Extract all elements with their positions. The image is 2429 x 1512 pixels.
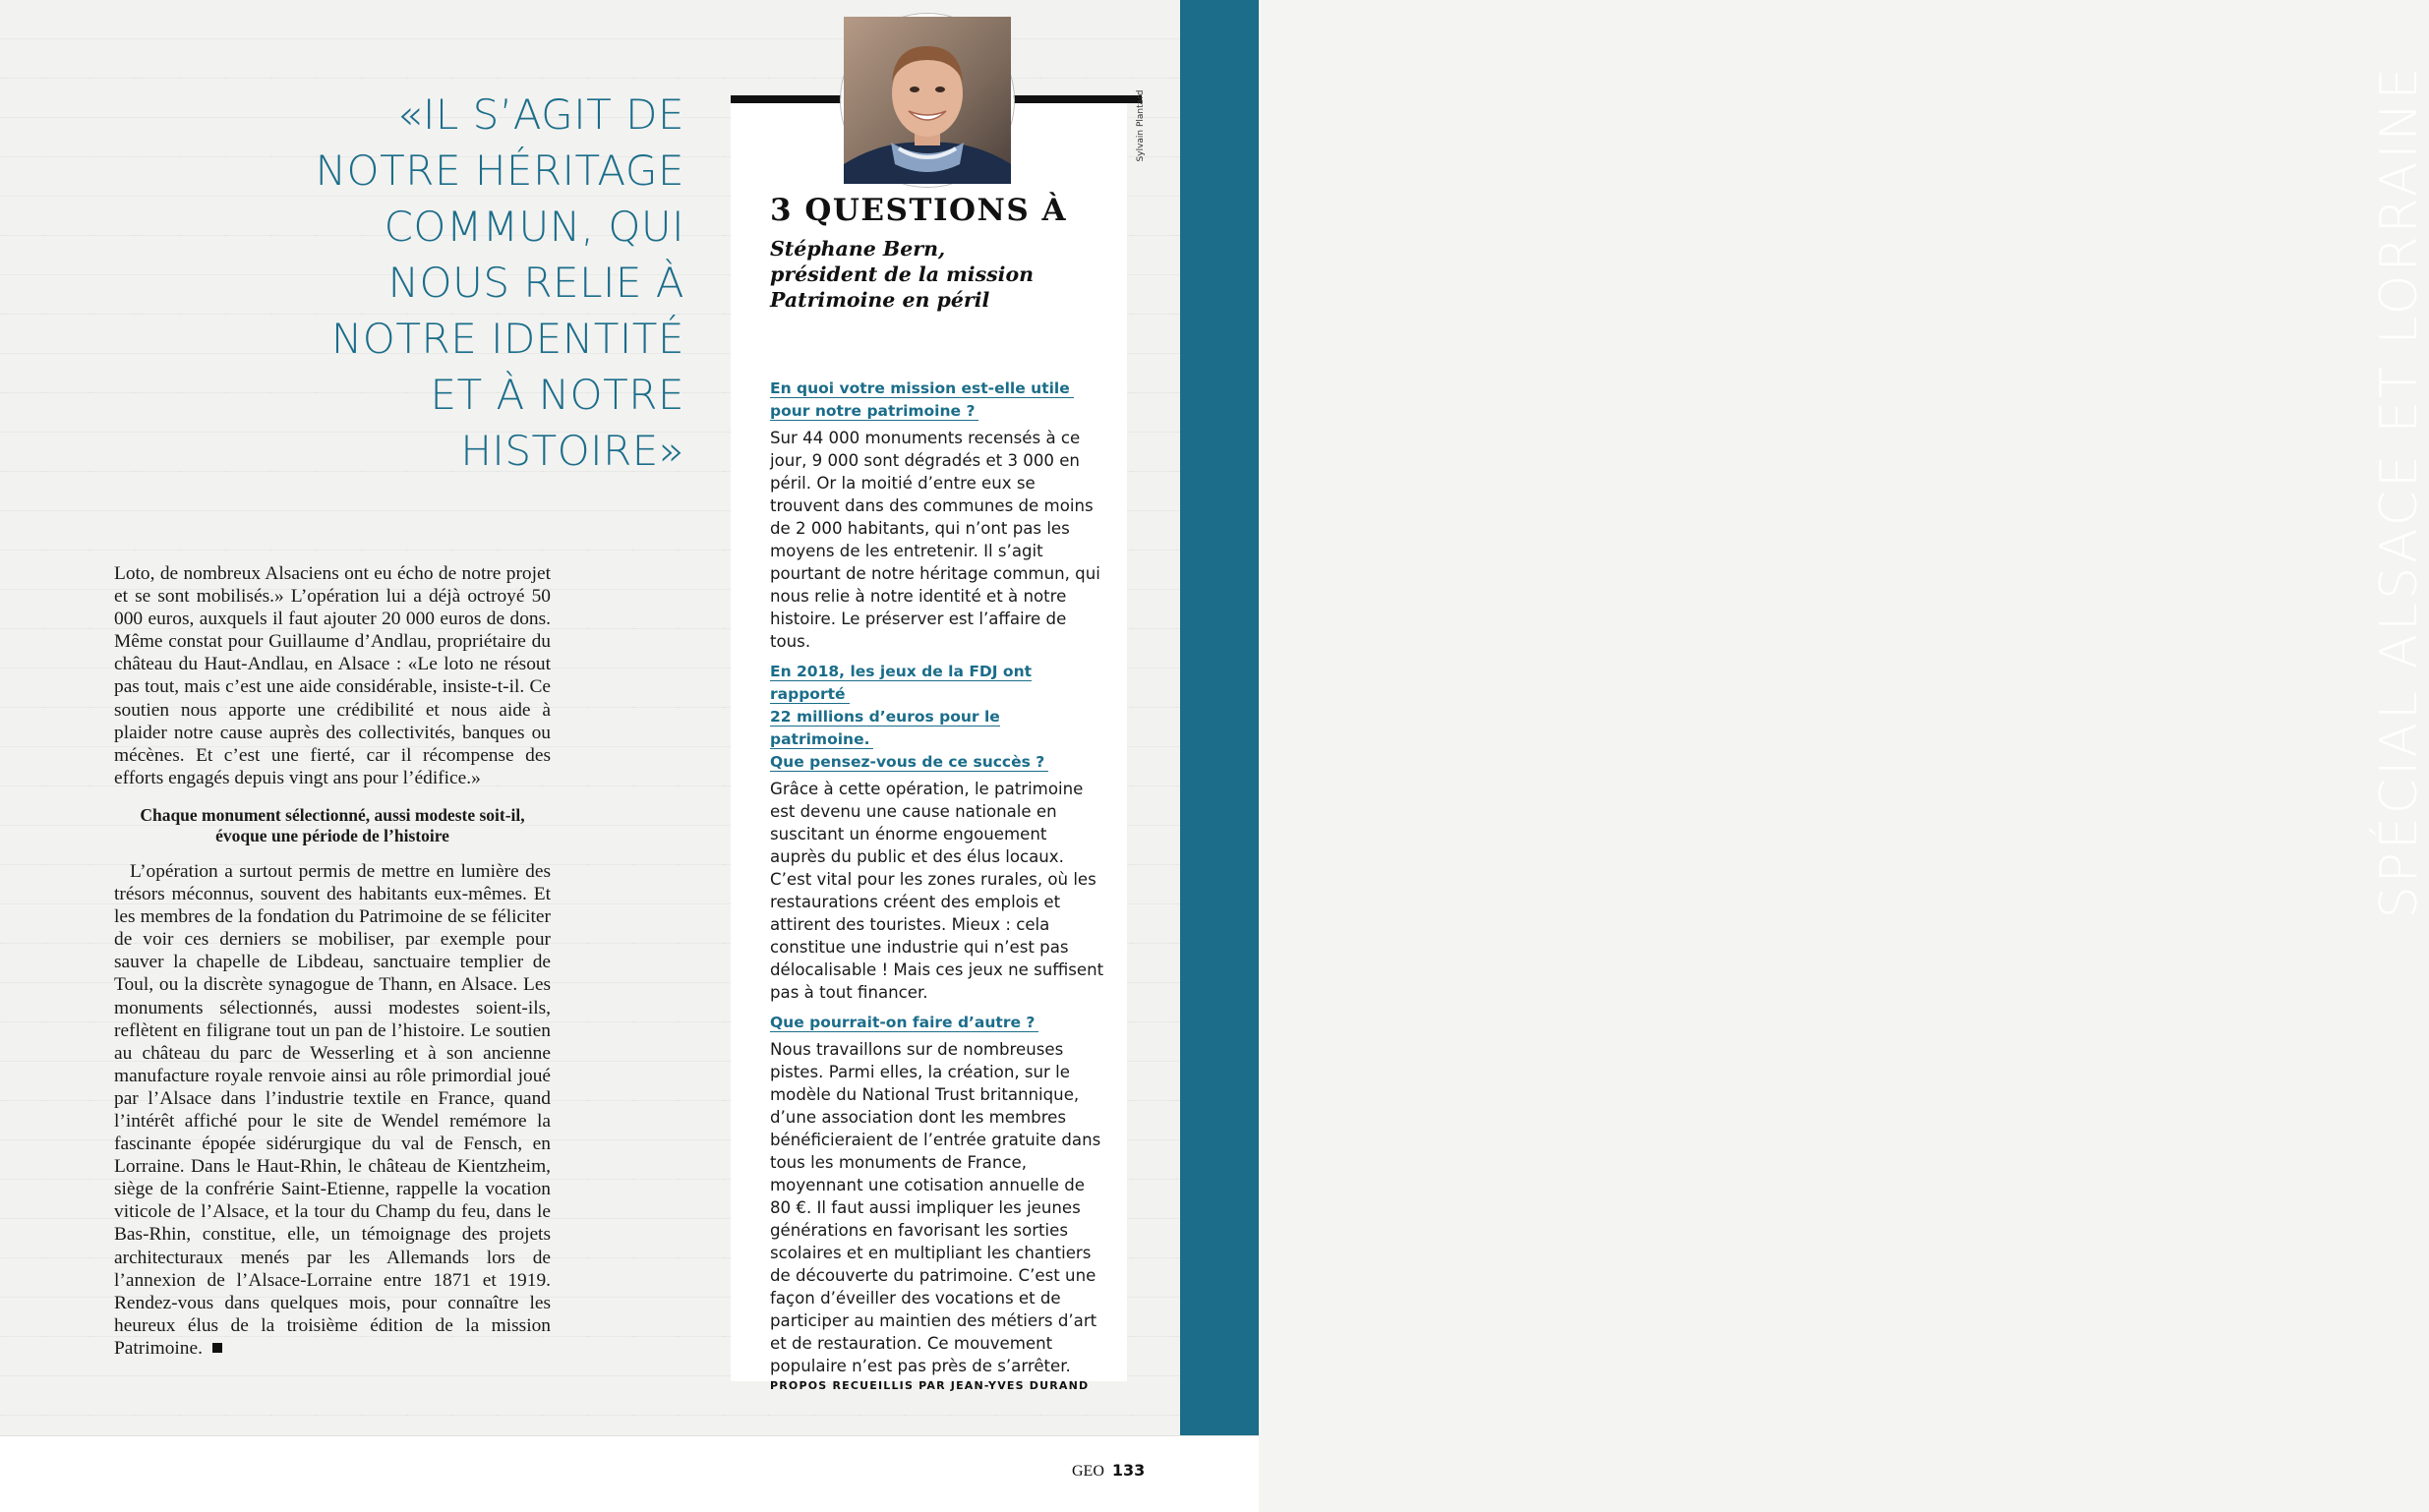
article-paragraph: Loto, de nombreux Alsaciens ont eu écho de notre projet et se sont mobilisés.» L’opération lui a déjà octroyé 50 000 euros, auxquels il faut ajouter 20 000 euros de dons. Même constat pour Guillaume d’Andlau, propriétaire du château du Haut-Andlau, en Alsace : «Le loto ne résout pas tout, mais c’est une aide considérable, insiste-t-il. Ce soutien nous apporte une crédibilité et nous aide à plaider notre cause auprès des collectivités, banques ou mécènes. Et c’est une fierté, car il récompense des efforts engagés depuis vingt ans pour l’édifice.» bbox=[114, 563, 551, 788]
interview-subtitle-line: président de la mission bbox=[770, 262, 1035, 286]
interview-question bbox=[770, 1012, 1104, 1034]
interview-subtitle bbox=[770, 236, 1124, 313]
article-paragraph-text: L’opération a surtout permis de mettre en lumière des trésors méconnus, souvent des habitants eux-mêmes. Et les membres de la fondation du Patrimoine de se féliciter de voir ces derniers se mobiliser, par exemple pour sauver la chapelle de Libdeau, sanctuaire templier de Toul, ou la discrète synagogue de Thann, en Alsace. Les monuments sélectionnés, aussi modestes soient-ils, reflètent en filigrane tout un pan de l’histoire. Le soutien au château du parc de Wesserling et à son ancienne manufacture royale renvoie ainsi au rôle primordial joué par l’Alsace dans l’industrie textile en France, quand l’intérêt affiché pour le site de Wendel remémore la fascinante épopée sidérurgique du val de Fensch, en Lorraine. Dans le Haut-Rhin, le château de Kientzheim, siège de la confrérie Saint-Etienne, rappelle la vocation viticole de l’Alsace, et la tour du Champ du feu, dans le Bas-Rhin, constitue, elle, un témoignage des projets architecturaux menés par les Allemands lors de l’annexion de l’Alsace-Lorraine entre 1871 et 1919. Rendez-vous dans quelques mois, pour connaître les heureux élus de la troisième édition de la mission Patrimoine. bbox=[114, 860, 551, 1359]
article-body bbox=[114, 562, 551, 1360]
photo-credit: Sylvain Plantard bbox=[1136, 89, 1146, 162]
interview-qa bbox=[770, 378, 1104, 1392]
question-line: Que pourrait-on faire d’autre ? bbox=[770, 1014, 1038, 1032]
interview-answer: Grâce à cette opération, le patrimoine est devenu une cause nationale en suscitant un énorme engouement auprès du public et des élus locaux. C’est vital pour les zones rurales, où les restaurations créent des emplois et attirent des touristes. Mieux : cela constitue une industrie qui n’est pas délocalisable ! Mais ces jeux ne suffisent pas à tout financer. bbox=[770, 780, 1104, 1002]
end-of-article-mark bbox=[212, 1343, 222, 1353]
article-paragraph bbox=[114, 860, 551, 1360]
page-footer bbox=[0, 1435, 1259, 1512]
interview-question bbox=[770, 378, 1104, 423]
question-line: pour notre patrimoine ? bbox=[770, 402, 978, 421]
question-line: En 2018, les jeux de la FDJ ont rapporté bbox=[770, 663, 1033, 703]
section-band bbox=[1180, 0, 2429, 1435]
interview-subtitle-line: Stéphane Bern, bbox=[770, 237, 946, 261]
portrait-image bbox=[844, 17, 1011, 184]
magazine-name: GEO bbox=[1072, 1463, 1104, 1480]
article-subhead: Chaque monument sélectionné, aussi modeste soit-il, évoque une période de l’histoire bbox=[140, 804, 525, 845]
pull-quote-line: NOUS RELIE À bbox=[387, 259, 684, 307]
interview-title: 3 QUESTIONS À bbox=[770, 193, 1068, 228]
interviewee-portrait bbox=[841, 14, 1014, 187]
pull-quote-line: «IL S’AGIT DE bbox=[396, 90, 684, 139]
question-line: En quoi votre mission est-elle utile bbox=[770, 379, 1074, 398]
interview-signature: PROPOS RECUEILLIS PAR JEAN-YVES DURAND bbox=[770, 1379, 1090, 1392]
interview-answer: Nous travaillons sur de nombreuses pistes. Parmi elles, la création, sur le modèle du National Trust britannique, d’une association dont les membres bénéficieraient de l’entrée gratuite dans tous les monuments de France, moyennant une cotisation annuelle de 80 €. Il faut aussi impliquer les jeunes générations en favorisant les sorties scolaires et en multipliant les chantiers de découverte du patrimoine. C’est une façon d’éveiller des vocations et de participer au maintien des métiers d’art et de restauration. Ce mouvement populaire n’est pas près de s’arrêter. bbox=[770, 1040, 1101, 1375]
pull-quote-line: HISTOIRE» bbox=[460, 427, 684, 475]
pull-quote-line: ET À NOTRE bbox=[430, 371, 684, 419]
pull-quote-line: COMMUN, QUI bbox=[384, 203, 684, 251]
section-label: SPÉCIAL ALSACE ET LORRAINE bbox=[2370, 64, 2429, 919]
pull-quote-line: NOTRE HÉRITAGE bbox=[315, 146, 684, 195]
question-line: Que pensez-vous de ce succès ? bbox=[770, 753, 1048, 772]
interview-subtitle-line: Patrimoine en péril bbox=[770, 288, 990, 312]
interview-answer: Sur 44 000 monuments recensés à ce jour, 9 000 sont dégradés et 3 000 en péril. Or la moitié d’entre eux se trouvent dans des communes de moins de 2 000 habitants, qui n’ont pas les moyens de les entretenir. Il s’agit pourtant de notre héritage commun, qui nous relie à notre identité et à notre histoire. Le préserver est l’affaire de tous. bbox=[770, 429, 1100, 651]
page-folio bbox=[1072, 1461, 1145, 1481]
pull-quote-line: NOTRE IDENTITÉ bbox=[330, 315, 684, 363]
interview-question bbox=[770, 661, 1104, 774]
pull-quote bbox=[236, 87, 684, 479]
page-number: 133 bbox=[1111, 1461, 1146, 1480]
question-line: 22 millions d’euros pour le patrimoine. bbox=[770, 708, 1000, 748]
